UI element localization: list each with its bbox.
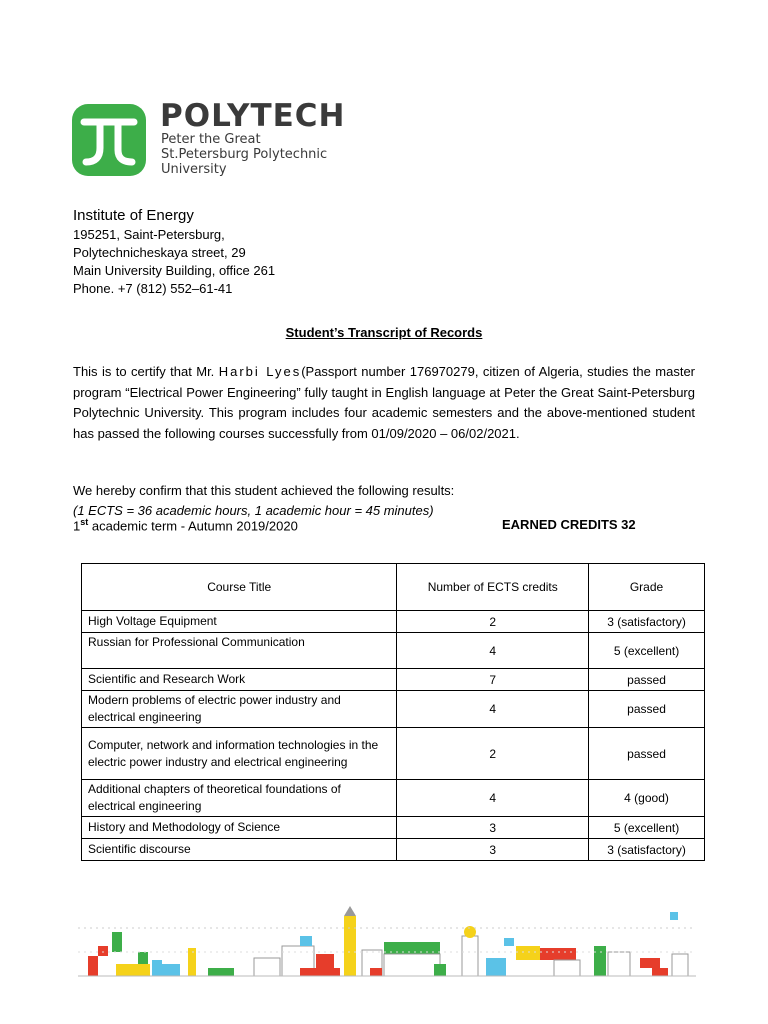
table-row [82,839,705,861]
brand-subtitle [161,132,327,177]
polytech-logo-icon [72,104,146,176]
course-credits: 2 [397,728,589,780]
course-grade: passed [589,669,705,691]
student-name: Harbi Lyes [218,364,302,379]
ects-note: (1 ECTS = 36 academic hours, 1 academic hour = 45 minutes) [73,503,434,518]
course-title: Computer, network and information technologies in the electric power industry and electrical engineering [82,728,397,780]
course-grade: 4 (good) [589,780,705,817]
grades-table [81,563,705,861]
phone-line: Phone. +7 (812) 552–61-41 [73,281,233,296]
course-title: Modern problems of electric power industry and electrical engineering [82,691,397,728]
term-label: academic term - Autumn 2019/2020 [88,518,298,534]
course-title: Russian for Professional Communication [82,633,397,669]
course-grade: passed [589,728,705,780]
institute-name: Institute of Energy [73,207,194,224]
course-credits: 4 [397,633,589,669]
document-title: Student’s Transcript of Records [285,325,483,340]
brand-subtitle-line: Peter the Great [161,132,261,147]
course-grade: passed [589,691,705,728]
column-header-grade: Grade [589,564,705,611]
course-title: High Voltage Equipment [82,611,397,633]
table-row [82,633,705,669]
address-line: 195251, Saint-Petersburg, [73,227,225,242]
city-skyline-banner [78,906,696,980]
certify-details: (Passport number 176970279, citizen of Algeria, studies the master program “Electrical Power Engineering” fully taught in English language at Peter the Great Saint-Petersburg Polytechnic University. This program includes four academic semesters and the above-mentioned student has passed the following courses successfully from 01/09/2020 – 06/02/2021. [73,364,695,441]
course-grade: 3 (satisfactory) [589,839,705,861]
address-block [73,206,275,298]
course-title: Scientific discourse [82,839,397,861]
course-title: Scientific and Research Work [82,669,397,691]
course-credits: 3 [397,839,589,861]
certify-paragraph [73,362,695,444]
course-credits: 4 [397,780,589,817]
term-ordinal: st [80,517,89,527]
table-row [82,611,705,633]
course-credits: 7 [397,669,589,691]
column-header-course: Course Title [82,564,397,611]
course-title: History and Methodology of Science [82,817,397,839]
table-row [82,691,705,728]
course-grade: 5 (excellent) [589,633,705,669]
table-header-row [82,564,705,611]
course-title: Additional chapters of theoretical foundations of electrical engineering [82,780,397,817]
course-grade: 3 (satisfactory) [589,611,705,633]
certify-intro: This is to certify that Mr. [73,364,215,379]
confirm-statement: We hereby confirm that this student achieved the following results: [73,483,455,498]
column-header-credits: Number of ECTS credits [397,564,589,611]
table-row [82,780,705,817]
table-row [82,817,705,839]
table-row [82,728,705,780]
earned-credits: EARNED CREDITS 32 [502,517,636,532]
brand-name: POLYTECH [160,98,346,134]
course-credits: 4 [397,691,589,728]
academic-term [73,517,298,533]
course-credits: 3 [397,817,589,839]
brand-subtitle-line: St.Petersburg Polytechnic [161,147,328,162]
address-line: Polytechnicheskaya street, 29 [73,245,246,260]
term-number: 1 [73,518,81,534]
table-row [82,669,705,691]
course-grade: 5 (excellent) [589,817,705,839]
course-credits: 2 [397,611,589,633]
address-line: Main University Building, office 261 [73,263,276,278]
brand-subtitle-line: University [161,162,227,177]
